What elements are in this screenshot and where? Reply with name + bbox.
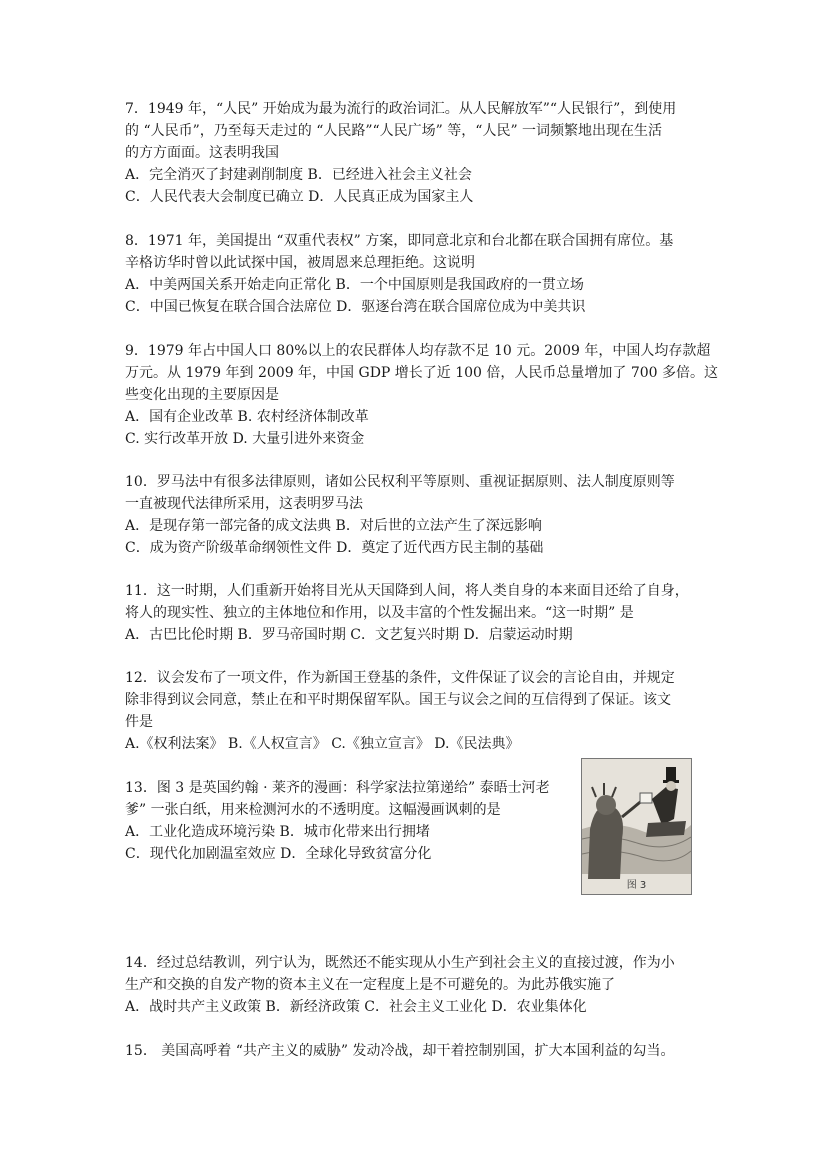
question-text-line: 爹” 一张白纸，用来检测河水的不透明度。这幅漫画讽刺的是	[125, 802, 501, 818]
question-text-line: 万元。从 1979 年到 2009 年，中国 GDP 增长了近 100 倍，人民币总量增加了 700 多倍。这	[125, 365, 719, 381]
question-12	[125, 667, 705, 755]
question-text-line: 14．经过总结教训，列宁认为，既然还不能实现从小生产到社会主义的直接过渡，作为小	[125, 955, 675, 971]
figure-caption: 图 3	[626, 880, 647, 891]
question-text-line: 11．这一时期，人们重新开始将目光从天国降到人间，将人类自身的本来面目还给了自身，	[125, 583, 689, 599]
answer-options: A．古巴比伦时期 B．罗马帝国时期 C．文艺复兴时期 D．启蒙运动时期	[125, 627, 573, 643]
answer-options: C. 实行改革开放 D. 大量引进外来资金	[125, 431, 365, 447]
question-text-line: 7．1949 年，“人民” 开始成为最为流行的政治词汇。从人民解放军”“人民银行”，到使用	[125, 101, 677, 117]
question-15	[125, 1040, 705, 1062]
answer-options: C．中国已恢复在联合国合法席位 D．驱逐台湾在联合国席位成为中美共识	[125, 299, 586, 315]
question-text-line: 一直被现代法律所采用，这表明罗马法	[125, 496, 363, 512]
question-text-line: 9．1979 年占中国人口 80%以上的农民群体人均存款不足 10 元。2009 年，中国人均存款超	[125, 343, 711, 359]
question-text-line: 件是	[125, 714, 153, 730]
question-text-line: 的方方面面。这表明我国	[125, 145, 279, 161]
answer-options: A．战时共产主义政策 B．新经济政策 C．社会主义工业化 D．农业集体化	[125, 999, 587, 1015]
question-text-line: 生产和交换的自发产物的资本主义在一定程度上是不可避免的。为此苏俄实施了	[125, 977, 615, 993]
question-text-line: 15． 美国高呼着 “共产主义的威胁” 发动冷战，却干着控制别国，扩大本国利益的勾当。	[125, 1043, 675, 1059]
question-11	[125, 580, 705, 646]
answer-options: A．完全消灭了封建剥削制度 B．已经进入社会主义社会	[125, 167, 472, 183]
question-text-line: 将人的现实性、独立的主体地位和作用，以及丰富的个性发掘出来。“这一时期” 是	[125, 605, 634, 621]
question-9	[125, 340, 719, 450]
question-text-line: 除非得到议会同意，禁止在和平时期保留军队。国王与议会之间的互信得到了保证。该文	[125, 692, 671, 708]
answer-options: C．成为资产阶级革命纲领性文件 D．奠定了近代西方民主制的基础	[125, 540, 544, 556]
answer-options: C．现代化加剧温室效应 D．全球化导致贫富分化	[125, 846, 432, 862]
question-text-line: 辛格访华时曾以此试探中国，被周恩来总理拒绝。这说明	[125, 255, 475, 271]
question-text-line: 13．图 3 是英国约翰 · 莱齐的漫画：科学家法拉第递给” 泰晤士河老	[125, 780, 550, 796]
question-8	[125, 230, 705, 318]
answer-options: A．是现存第一部完备的成文法典 B．对后世的立法产生了深远影响	[125, 518, 542, 534]
question-text-line: 12．议会发布了一项文件，作为新国王登基的条件，文件保证了议会的言论自由，并规定	[125, 670, 675, 686]
question-10	[125, 471, 705, 559]
answer-options: C．人民代表大会制度已确立 D．人民真正成为国家主人	[125, 189, 474, 205]
answer-options: A．国有企业改革 B. 农村经济体制改革	[125, 409, 369, 425]
answer-options: A.《权利法案》 B.《人权宣言》 C.《独立宣言》 D.《民法典》	[125, 736, 520, 752]
question-text-line: 10．罗马法中有很多法律原则，诸如公民权利平等原则、重视证据原则、法人制度原则等	[125, 474, 675, 490]
answer-options: A．工业化造成环境污染 B．城市化带来出行拥堵	[125, 824, 430, 840]
question-14	[125, 952, 705, 1018]
question-7	[125, 98, 705, 208]
question-13	[125, 777, 565, 865]
answer-options: A．中美两国关系开始走向正常化 B．一个中国原则是我国政府的一贯立场	[125, 277, 584, 293]
question-text-line: 的 “人民币”，乃至每天走过的 “人民路”“人民广场” 等，“人民” 一词频繁地出现在生活	[125, 123, 663, 139]
question-text-line: 些变化出现的主要原因是	[125, 387, 279, 403]
question-text-line: 8．1971 年，美国提出 “双重代表权” 方案，即同意北京和台北都在联合国拥有席位。基	[125, 233, 674, 249]
cartoon-illustration	[582, 759, 691, 894]
cartoon-figure	[581, 758, 692, 895]
